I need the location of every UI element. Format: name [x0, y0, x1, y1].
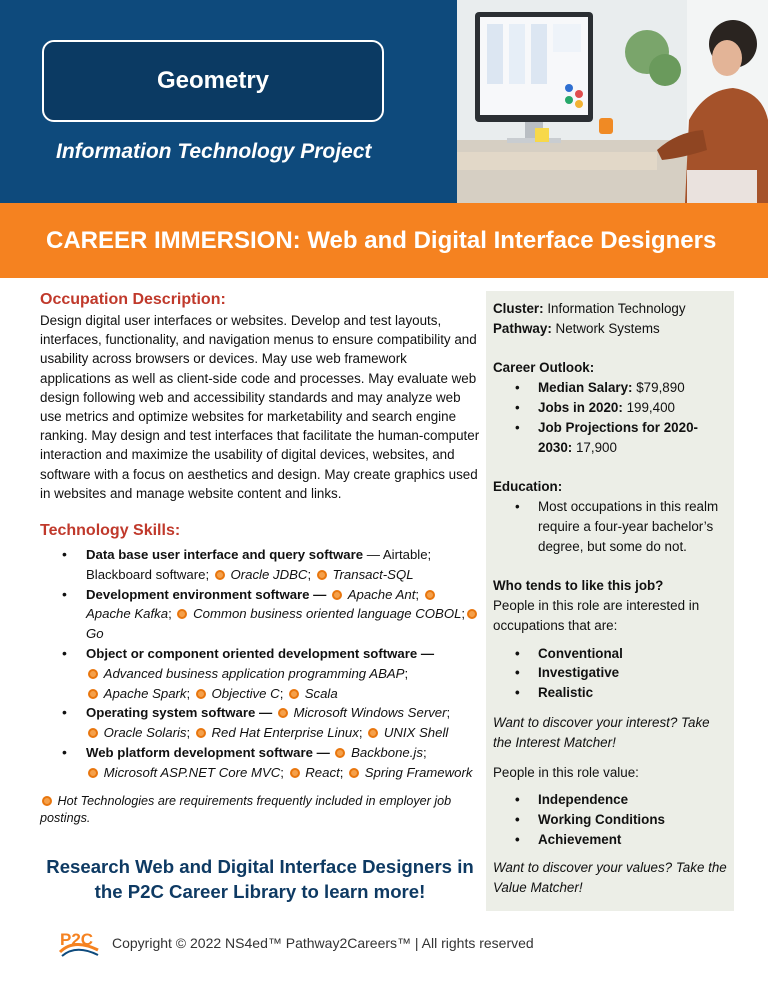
who-heading: Who tends to like this job?	[493, 578, 664, 594]
skill-category: Object or component oriented development software	[86, 646, 418, 662]
dash: —	[363, 547, 383, 563]
hot-skill: Microsoft Windows Server	[293, 705, 447, 721]
p2c-logo	[58, 928, 100, 958]
hot-skill: Red Hat Enterprise Linux	[211, 725, 359, 741]
outlook-item	[493, 398, 727, 418]
occupation-description: Design digital user interfaces or websites. Develop and test layouts, interfaces, functionality, and navigation menus to ensure compatibility and usability across browsers or devices. May use web framework applications as well as client-side code and processes. May evaluate web design following web and accessibility standards and may analyze web use metrics and optimize websites for marketability and search engine ranking. May design and test interfaces that facilitate the human-computer interaction and maximize the usability of digital devices, websites, and software with a focus on aesthetics and design. May create graphics used in websites and manage website content and links.	[40, 313, 480, 501]
hot-technology-icon	[88, 728, 98, 738]
education-item: • Most occupations in this realm require a four-year bachelor’s degree, but some do not.	[493, 497, 727, 556]
interest-item: • Realistic	[493, 683, 727, 703]
hot-skill: Objective C	[211, 685, 280, 701]
education-heading: Education:	[493, 479, 563, 495]
cta-line-1: Research Web and Digital Interface Designers in	[46, 856, 474, 877]
title-box	[42, 40, 384, 122]
skill-plain: Airtable; Blackboard software;	[86, 547, 432, 582]
cluster-value: Information Technology	[543, 301, 686, 316]
hot-technology-icon	[332, 590, 342, 600]
separator: ;	[446, 705, 451, 721]
values-list	[493, 790, 727, 849]
hot-skill: Apache Ant	[347, 586, 416, 602]
library-cta[interactable]	[40, 854, 480, 904]
dash: —	[417, 646, 435, 662]
outlook-label: Jobs in 2020:	[538, 399, 623, 415]
interest-item: • Investigative	[493, 663, 727, 683]
hot-technology-icon	[368, 728, 378, 738]
values-intro: People in this role value:	[493, 764, 639, 780]
hot-technology-icon	[278, 708, 288, 718]
separator: ;	[279, 685, 288, 701]
interests-list	[493, 644, 727, 703]
logo-text: P2C	[60, 930, 94, 949]
hot-technology-icon	[88, 669, 98, 679]
pathway	[493, 319, 727, 339]
skill-item	[40, 703, 480, 743]
career-banner	[0, 203, 768, 278]
hot-skill: Scala	[304, 685, 338, 701]
outlook-label: Job Projections for 2020-2030:	[538, 419, 698, 455]
separator: ;	[358, 725, 367, 741]
separator: ;	[168, 606, 176, 622]
pathway-value: Network Systems	[551, 320, 660, 336]
hot-skill: Common business oriented language COBOL	[193, 606, 462, 622]
skill-item	[40, 743, 480, 783]
hot-technology-icon	[317, 570, 327, 580]
hot-technology-icon	[196, 728, 206, 738]
outlook-list	[493, 378, 727, 457]
hot-skill: Advanced business application programming ABAP	[103, 665, 405, 681]
skill-item	[40, 644, 480, 703]
occupation-heading: Occupation Description:	[40, 291, 226, 308]
separator: ;	[307, 566, 315, 582]
hot-tech-note-text: Hot Technologies are requirements frequently included in employer job postings.	[40, 793, 452, 825]
separator: ;	[404, 665, 409, 681]
hot-skill: Spring Framework	[364, 764, 473, 780]
separator: ;	[186, 725, 194, 741]
outlook-value: 17,900	[572, 439, 617, 455]
value-item: • Achievement	[493, 830, 727, 850]
skill-category: Development environment software	[86, 586, 310, 602]
hot-skill: Apache Spark	[103, 685, 187, 701]
footer	[58, 928, 534, 958]
interest-matcher-prompt[interactable]: Want to discover your interest? Take the Interest Matcher!	[493, 714, 710, 750]
who-text: People in this role are interested in occupations that are:	[493, 597, 700, 633]
hot-skill: Backbone.js	[351, 745, 423, 760]
hot-technology-icon	[88, 689, 98, 699]
interest-item: • Conventional	[493, 644, 727, 664]
main-column	[40, 290, 480, 827]
banner-title: CAREER IMMERSION: Web and Digital Interface Designers	[46, 226, 717, 254]
education-list	[493, 497, 727, 556]
hot-technology-icon	[215, 570, 225, 580]
hot-tech-note	[40, 793, 480, 827]
hot-skill: Microsoft ASP.NET Core MVC	[103, 764, 281, 780]
cluster-label: Cluster:	[493, 301, 544, 316]
hot-technology-icon	[177, 609, 187, 619]
hot-skill: Oracle JDBC	[230, 566, 308, 582]
cluster	[493, 299, 727, 319]
hot-technology-icon	[42, 796, 52, 806]
outlook-value: $79,890	[632, 380, 685, 396]
hot-skill: Apache Kafka	[86, 606, 169, 622]
dash: —	[309, 586, 331, 602]
outlook-item	[493, 418, 727, 458]
cta-line-2: the P2C Career Library to learn more!	[94, 881, 426, 902]
hot-technology-icon	[196, 689, 206, 699]
hot-technology-icon	[467, 609, 477, 619]
outlook-item	[493, 378, 727, 398]
dash: —	[312, 745, 334, 760]
value-item: • Working Conditions	[493, 810, 727, 830]
separator: ;	[186, 685, 194, 701]
hot-technology-icon	[88, 768, 98, 778]
hot-technology-icon	[289, 689, 299, 699]
hot-skill: React	[305, 764, 340, 780]
hot-technology-icon	[425, 590, 435, 600]
hot-technology-icon	[349, 768, 359, 778]
header-photo	[457, 0, 768, 203]
skill-category: Operating system software	[86, 705, 256, 721]
separator: ;	[461, 606, 466, 622]
copyright: Copyright © 2022 NS4ed™ Pathway2Careers™ | All rights reserved	[112, 935, 534, 951]
career-sidebar	[486, 291, 734, 911]
separator: ;	[422, 745, 427, 760]
outlook-label: Median Salary:	[538, 380, 633, 396]
separator: ;	[415, 586, 423, 602]
outlook-heading: Career Outlook:	[493, 360, 595, 376]
designer-at-desk-illustration	[457, 0, 768, 203]
hot-technology-icon	[335, 748, 345, 758]
value-item: • Independence	[493, 790, 727, 810]
separator: ;	[339, 764, 348, 780]
hot-skill: Go	[86, 626, 104, 642]
outlook-value: 199,400	[622, 399, 675, 415]
hot-skill: Transact-SQL	[332, 566, 414, 582]
skills-list	[40, 545, 480, 783]
skill-category: Data base user interface and query software	[86, 547, 364, 563]
hot-skill: Oracle Solaris	[103, 725, 187, 741]
value-matcher-prompt[interactable]: Want to discover your values? Take the Value Matcher!	[493, 859, 727, 895]
separator: ;	[280, 764, 288, 780]
skill-item	[40, 545, 480, 585]
subtitle: Information Technology Project	[56, 140, 372, 163]
pathway-label: Pathway:	[493, 320, 552, 336]
skill-item	[40, 585, 480, 644]
skill-category: Web platform development software	[86, 745, 313, 760]
page-title: Geometry	[156, 67, 270, 94]
hot-skill: UNIX Shell	[383, 725, 449, 741]
dash: —	[255, 705, 276, 721]
skills-heading: Technology Skills:	[40, 522, 181, 540]
hot-technology-icon	[290, 768, 300, 778]
